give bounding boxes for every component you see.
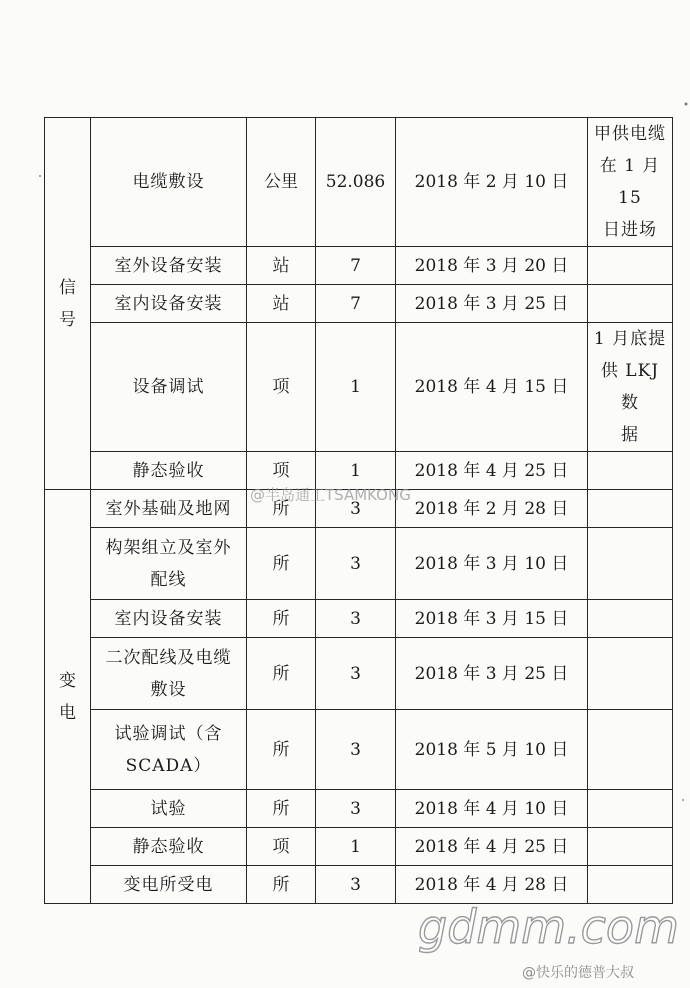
group-label-signal: 信 号: [45, 118, 91, 490]
item-cell: 二次配线及电缆 敷设: [91, 638, 247, 710]
item-cell: 室外基础及地网: [91, 490, 247, 528]
note-cell: 甲供电缆 在 1 月 15 日进场: [588, 118, 673, 247]
unit-cell: 站: [247, 285, 316, 323]
group-label-substation: 变 电: [45, 490, 91, 904]
date-cell: 2018 年 4 月 25 日: [396, 452, 588, 490]
date-cell: 2018 年 3 月 20 日: [396, 247, 588, 285]
date-cell: 2018 年 4 月 15 日: [396, 323, 588, 452]
item-cell: 室内设备安装: [91, 285, 247, 323]
date-cell: 2018 年 3 月 15 日: [396, 600, 588, 638]
item-cell: 静态验收: [91, 452, 247, 490]
date-cell: 2018 年 2 月 28 日: [396, 490, 588, 528]
watermark-weibo: @快乐的德普大叔: [522, 965, 634, 981]
unit-cell: 所: [247, 790, 316, 828]
item-cell: 室外设备安装: [91, 247, 247, 285]
watermark-site: gdmm.com: [418, 900, 679, 954]
quantity-cell: 52.086: [316, 118, 396, 247]
item-cell: 试验调试（含 SCADA）: [91, 710, 247, 790]
quantity-cell: 3: [316, 528, 396, 600]
unit-cell: 所: [247, 528, 316, 600]
item-cell: 构架组立及室外 配线: [91, 528, 247, 600]
date-cell: 2018 年 2 月 10 日: [396, 118, 588, 247]
unit-cell: 所: [247, 866, 316, 904]
watermark-center: @半岛通工TSAMKONG: [250, 486, 411, 504]
quantity-cell: 3: [316, 638, 396, 710]
unit-cell: 项: [247, 828, 316, 866]
unit-cell: 所: [247, 638, 316, 710]
item-cell: 电缆敷设: [91, 118, 247, 247]
quantity-cell: 1: [316, 452, 396, 490]
quantity-cell: 3: [316, 600, 396, 638]
item-cell: 静态验收: [91, 828, 247, 866]
unit-cell: 所: [247, 600, 316, 638]
item-cell: 室内设备安装: [91, 600, 247, 638]
unit-cell: 站: [247, 247, 316, 285]
unit-cell: 项: [247, 452, 316, 490]
date-cell: 2018 年 4 月 10 日: [396, 790, 588, 828]
unit-cell: 项: [247, 323, 316, 452]
date-cell: 2018 年 3 月 10 日: [396, 528, 588, 600]
date-cell: 2018 年 3 月 25 日: [396, 285, 588, 323]
unit-cell: 所: [247, 490, 316, 528]
date-cell: 2018 年 4 月 25 日: [396, 828, 588, 866]
date-cell: 2018 年 3 月 25 日: [396, 638, 588, 710]
quantity-cell: 7: [316, 247, 396, 285]
quantity-cell: 3: [316, 790, 396, 828]
quantity-cell: 1: [316, 828, 396, 866]
date-cell: 2018 年 4 月 28 日: [396, 866, 588, 904]
unit-cell: 所: [247, 710, 316, 790]
note-cell: 1 月底提 供 LKJ 数 据: [588, 323, 673, 452]
item-cell: 变电所受电: [91, 866, 247, 904]
item-cell: 试验: [91, 790, 247, 828]
quantity-cell: 3: [316, 866, 396, 904]
date-cell: 2018 年 5 月 10 日: [396, 710, 588, 790]
item-cell: 设备调试: [91, 323, 247, 452]
quantity-cell: 1: [316, 323, 396, 452]
quantity-cell: 3: [316, 490, 396, 528]
unit-cell: 公里: [247, 118, 316, 247]
quantity-cell: 7: [316, 285, 396, 323]
quantity-cell: 3: [316, 710, 396, 790]
